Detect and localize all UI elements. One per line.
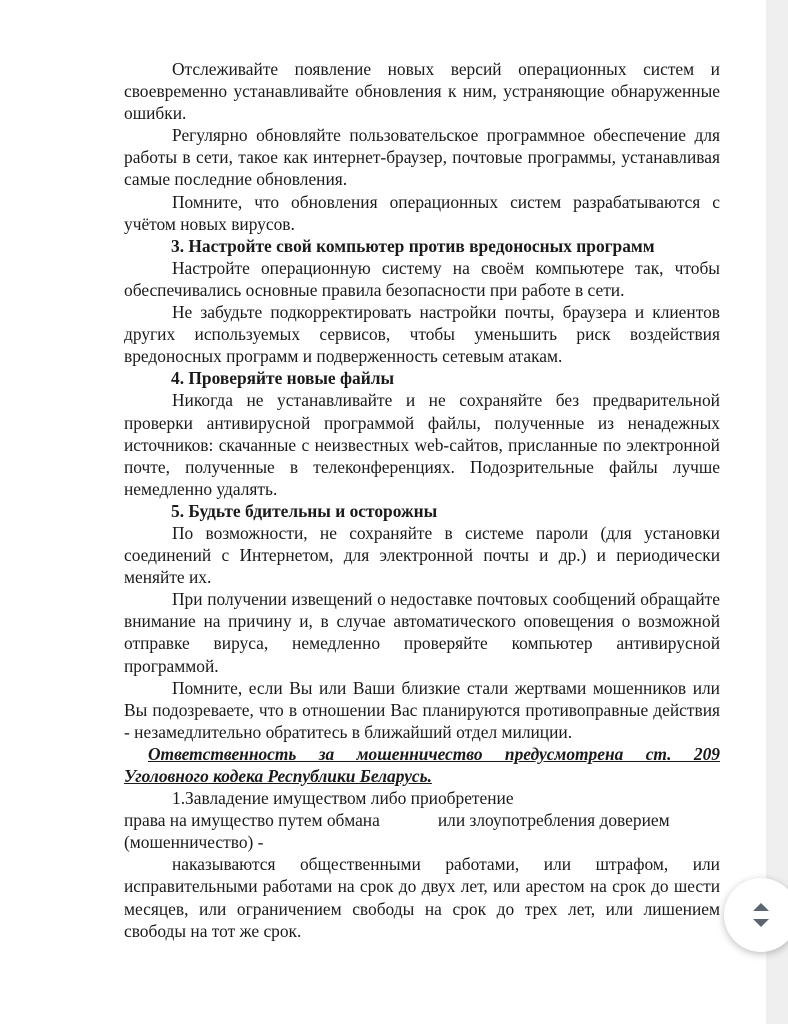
document-content [124, 58, 720, 942]
law-text-line-2-part-a: права на имущество путем обмана [124, 810, 380, 831]
paragraph-software-updates: Регулярно обновляйте пользовательское программное обеспечение для работы в сети, такое как интернет-браузер, почтовые программы, устанавливая самые последние обновления. [124, 125, 720, 190]
paragraph-configure-os: Настройте операционную систему на своём компьютере так, чтобы обеспечивались основные правила безопасности при работе в сети. [124, 257, 720, 300]
section-heading-5: 5. Будьте бдительны и осторожны [171, 500, 438, 521]
paragraph-updates-viruses: Помните, что обновления операционных систем разрабатываются с учётом новых вирусов. [124, 191, 720, 234]
liability-notice-line-1: Ответственность за мошенничество предусмотрена ст. 209 [148, 743, 720, 764]
chevron-down-icon [752, 918, 770, 928]
paragraph-os-updates: Отслеживайте появление новых версий операционных систем и своевременно устанавливайте обновления к ним, устраняющие обнаруженные ошибки. [124, 59, 720, 124]
law-text-line-2-part-b: или злоупотребления доверием [437, 810, 670, 831]
paragraph-check-files: Никогда не устанавливайте и не сохраняйте без предварительной проверки антивирусной программой файлы, полученные из ненадежных источников: скачанные с неизвестных web-сайтов, присланные по электронной почте, полученные в телеконференциях. Подозрительные файлы лучше немедленно удалять. [124, 390, 720, 499]
chevron-up-icon [752, 902, 770, 912]
law-penalty-paragraph: наказываются общественными работами, или штрафом, или исправительными работами на срок до двух лет, или арестом на срок до шести месяцев, или ограничением свободы на срок до трех лет, или лишением свободы на тот же срок. [124, 854, 720, 941]
law-text-line-2 [124, 809, 720, 831]
viewer-edge [766, 0, 788, 1024]
law-text-line-1: 1.Завладение имуществом либо приобретение [172, 788, 514, 809]
law-text-line-3: (мошенничество) - [124, 832, 264, 853]
section-heading-3: 3. Настройте свой компьютер против вредоносных программ [171, 235, 655, 256]
paragraph-mail-notices: При получении извещений о недоставке почтовых сообщений обращайте внимание на причину и, в случае автоматического оповещения о возможной отправке вируса, немедленно проверяйте компьютер антивирусной программой. [124, 589, 720, 676]
liability-notice-line-2: Уголовного кодека Республики Беларусь. [124, 766, 432, 786]
paragraph-configure-clients: Не забудьте подкорректировать настройки почты, браузера и клиентов других используемых сервисов, чтобы уменьшить риск воздействия вредоносных программ и подверженность сетевым атакам. [124, 302, 720, 367]
scroll-button[interactable] [724, 878, 788, 952]
section-heading-4: 4. Проверяйте новые файлы [171, 368, 395, 389]
paragraph-passwords: По возможности, не сохраняйте в системе пароли (для установки соединений с Интернетом, для электронной почты и др.) и периодически меняйте их. [124, 522, 720, 588]
paragraph-police: Помните, если Вы или Ваши близкие стали жертвами мошенников или Вы подозреваете, что в отношении Вас планируются противоправные действия - незамедлительно обратитесь в ближайший отдел милиции. [124, 677, 720, 742]
